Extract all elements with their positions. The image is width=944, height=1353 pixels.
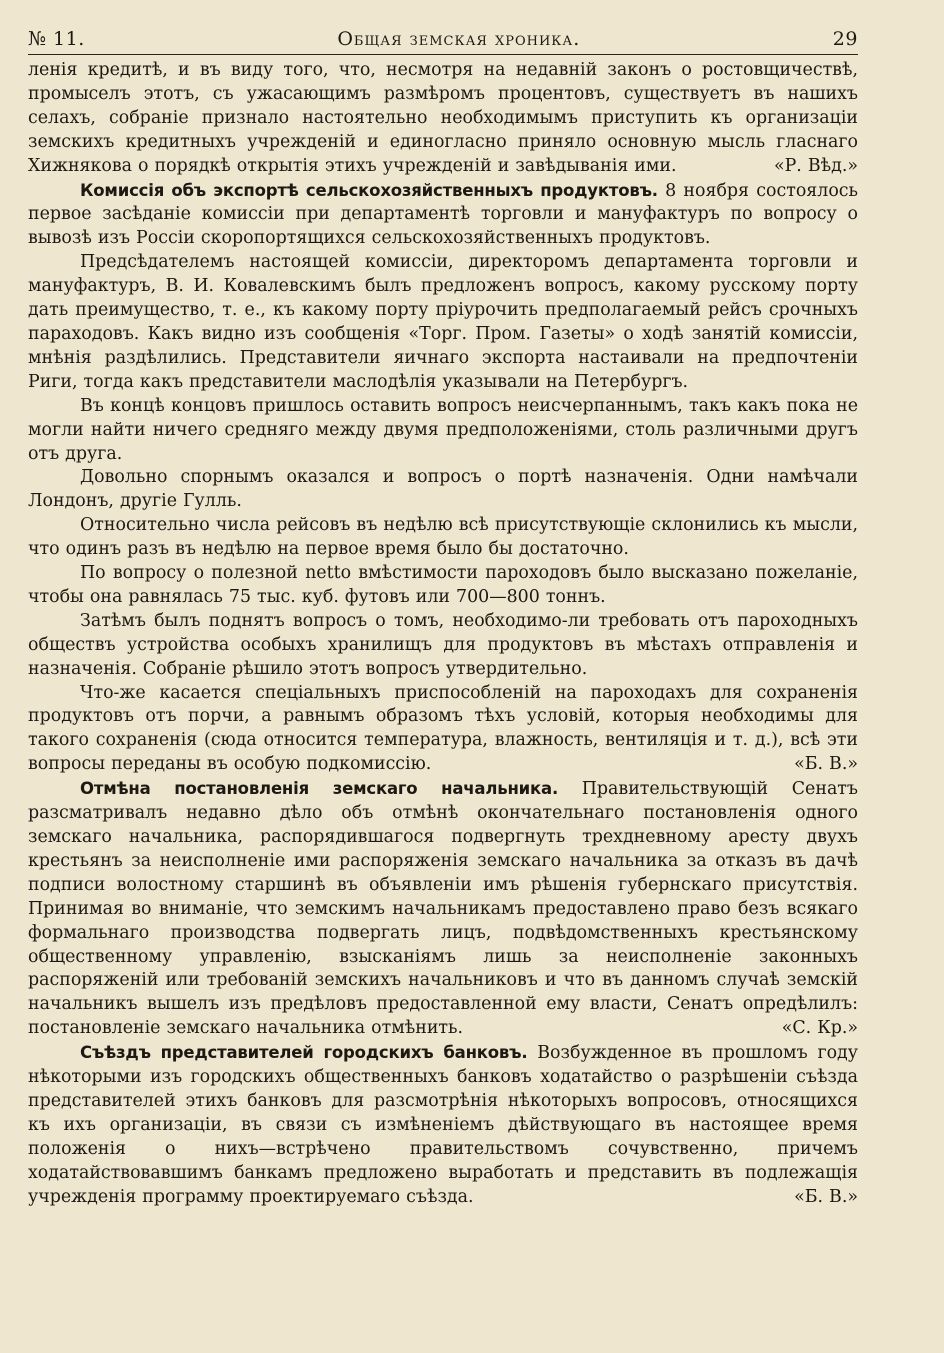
paragraph-text: Возбужденное въ прошломъ году нѣкоторыми изъ городскихъ общественныхъ банковъ ходатайство о разрѣшеніи съѣзда представителей этихъ банковъ для разсмотрѣнія нѣкоторыхъ вопросовъ, относящихся къ ихъ организаціи, въ связи съ измѣненіемъ дѣйствующаго въ настоящее время положенія о нихъ—встрѣчено правительствомъ сочувственно, причемъ ходатайствовавшимъ банкамъ предложено выработать и представить въ подлежащія учрежденія программу проектируемаго съѣзда. bbox=[28, 1043, 858, 1207]
paragraph-text: 8 ноября состоялось первое засѣданіе комиссіи при департаментѣ торговли и мануфактуръ по вопросу о вывозѣ изъ Россіи скоропортящихся сельскохозяйственныхъ продуктовъ. bbox=[28, 180, 859, 249]
paragraph-text: По вопросу о полезной netto вмѣстимости пароходовъ было высказано пожеланіе, чтобы она равнялась 75 тыс. куб. футовъ или 700—800 тоннъ. bbox=[28, 563, 858, 607]
source-signature: «С. Кр.» bbox=[781, 1018, 858, 1039]
article-heading: Съѣздъ представителей городскихъ банковъ. bbox=[80, 1043, 528, 1063]
paragraph bbox=[28, 514, 858, 562]
paragraph-text: ленія кредитѣ, и въ виду того, что, несмотря на недавній законъ о ростовщичествѣ, промыселъ этотъ, съ ужасающимъ размѣромъ процентовъ, существуетъ въ нашихъ селахъ, собраніе признало настоятельно необходимымъ приступить къ организаціи земскихъ кредитныхъ учрежденій и единогласно приняло основную мысль гласнаго Хижнякова о порядкѣ открытія этихъ учрежденій и завѣдыванія ими. bbox=[28, 60, 858, 176]
paragraph-text: Что-же касается спеціальныхъ приспособленій на пароходахъ для сохраненія продуктовъ отъ порчи, а равнымъ образомъ тѣхъ условій, которыя необходимы для такого сохраненія (сюда относится температура, влажность, вентиляція и т. д.), всѣ эти вопросы переданы въ особую подкомиссію. bbox=[28, 682, 858, 775]
article-heading: Отмѣна постановленія земскаго начальника. bbox=[80, 779, 559, 799]
paragraph-text: Довольно спорнымъ оказался и вопросъ о портѣ назначенія. Одни намѣчали Лондонъ, другіе Гулль. bbox=[28, 467, 858, 512]
paragraph bbox=[28, 1041, 858, 1209]
source-signature: «Б. В.» bbox=[794, 754, 858, 775]
article-heading: Комиссія объ экспортѣ сельскохозяйственныхъ продуктовъ. bbox=[80, 180, 658, 200]
paragraph bbox=[28, 251, 858, 394]
paragraph bbox=[28, 466, 858, 514]
paragraph bbox=[28, 777, 858, 1041]
paragraph-text: Относительно числа рейсовъ въ недѣлю всѣ присутствующіе склонились къ мысли, что одинъ разъ въ недѣлю на первое время было бы достаточно. bbox=[28, 515, 858, 560]
source-signature: «Б. В.» bbox=[794, 1186, 858, 1207]
running-header bbox=[28, 28, 858, 55]
running-title: Общая земская хроника. bbox=[337, 28, 581, 50]
paragraph bbox=[28, 682, 858, 778]
paragraph bbox=[28, 179, 858, 252]
paragraph-text: Затѣмъ былъ поднятъ вопросъ о томъ, необходимо-ли требовать отъ пароходныхъ обществъ устройства особыхъ хранилищъ для продуктовъ въ мѣстахъ отправленія и назначенія. Собраніе рѣшило этотъ вопросъ утвердительно. bbox=[28, 610, 858, 679]
page-number: 29 bbox=[832, 28, 858, 50]
paragraph-text: Въ концѣ концовъ пришлось оставить вопросъ неисчерпаннымъ, такъ какъ пока не могли найти ничего средняго между двумя предположеніями, столь различными другъ отъ друга. bbox=[28, 395, 858, 464]
paragraph bbox=[28, 395, 858, 467]
paragraph-text: Предсѣдателемъ настоящей комиссіи, директоромъ департамента торговли и мануфактуръ, В. И. Ковалевскимъ былъ предложенъ вопросъ, какому русскому порту дать преимущество, т. е., къ какому порту пріурочить предполагаемый рейсъ срочныхъ параходовъ. Какъ видно изъ сообщенія «Торг. Пром. Газеты» о ходѣ занятій комиссіи, мнѣнія раздѣлились. Представители яичнаго экспорта настаивали на предпочтеніи Риги, тогда какъ представители маслодѣлія указывали на Петербургъ. bbox=[28, 252, 858, 392]
paragraph bbox=[28, 610, 858, 682]
source-signature: «Р. Вѣд.» bbox=[773, 155, 858, 176]
issue-number: № 11. bbox=[28, 28, 85, 50]
paragraph-text: Правительствующій Сенатъ разсматривалъ недавно дѣло объ отмѣнѣ окончательнаго постановленія одного земскаго начальника, распорядившагося подвергнуть трехдневному аресту двухъ крестьянъ за неисполненіе ими распоряженія земскаго начальника за отказъ въ дачѣ подписи волостному старшинѣ въ объявленіи имъ рѣшенія губернскаго присутствія. Принимая во вниманіе, что земскимъ начальникамъ предоставлено право безъ всякаго формальнаго производства подвергать лицъ, подвѣдомственныхъ крестьянскому общественному управленію, взысканіямъ лишь за неисполненіе законныхъ распоряженій или требованій земскихъ начальниковъ и что въ данномъ случаѣ земскій начальникъ вышелъ изъ предѣловъ предоставленной ему власти, Сенатъ опредѣлилъ: постановленіе земскаго начальника отмѣнить. bbox=[28, 779, 858, 1039]
paragraph bbox=[28, 562, 858, 610]
paragraph bbox=[28, 59, 858, 179]
article-body bbox=[28, 55, 858, 1210]
